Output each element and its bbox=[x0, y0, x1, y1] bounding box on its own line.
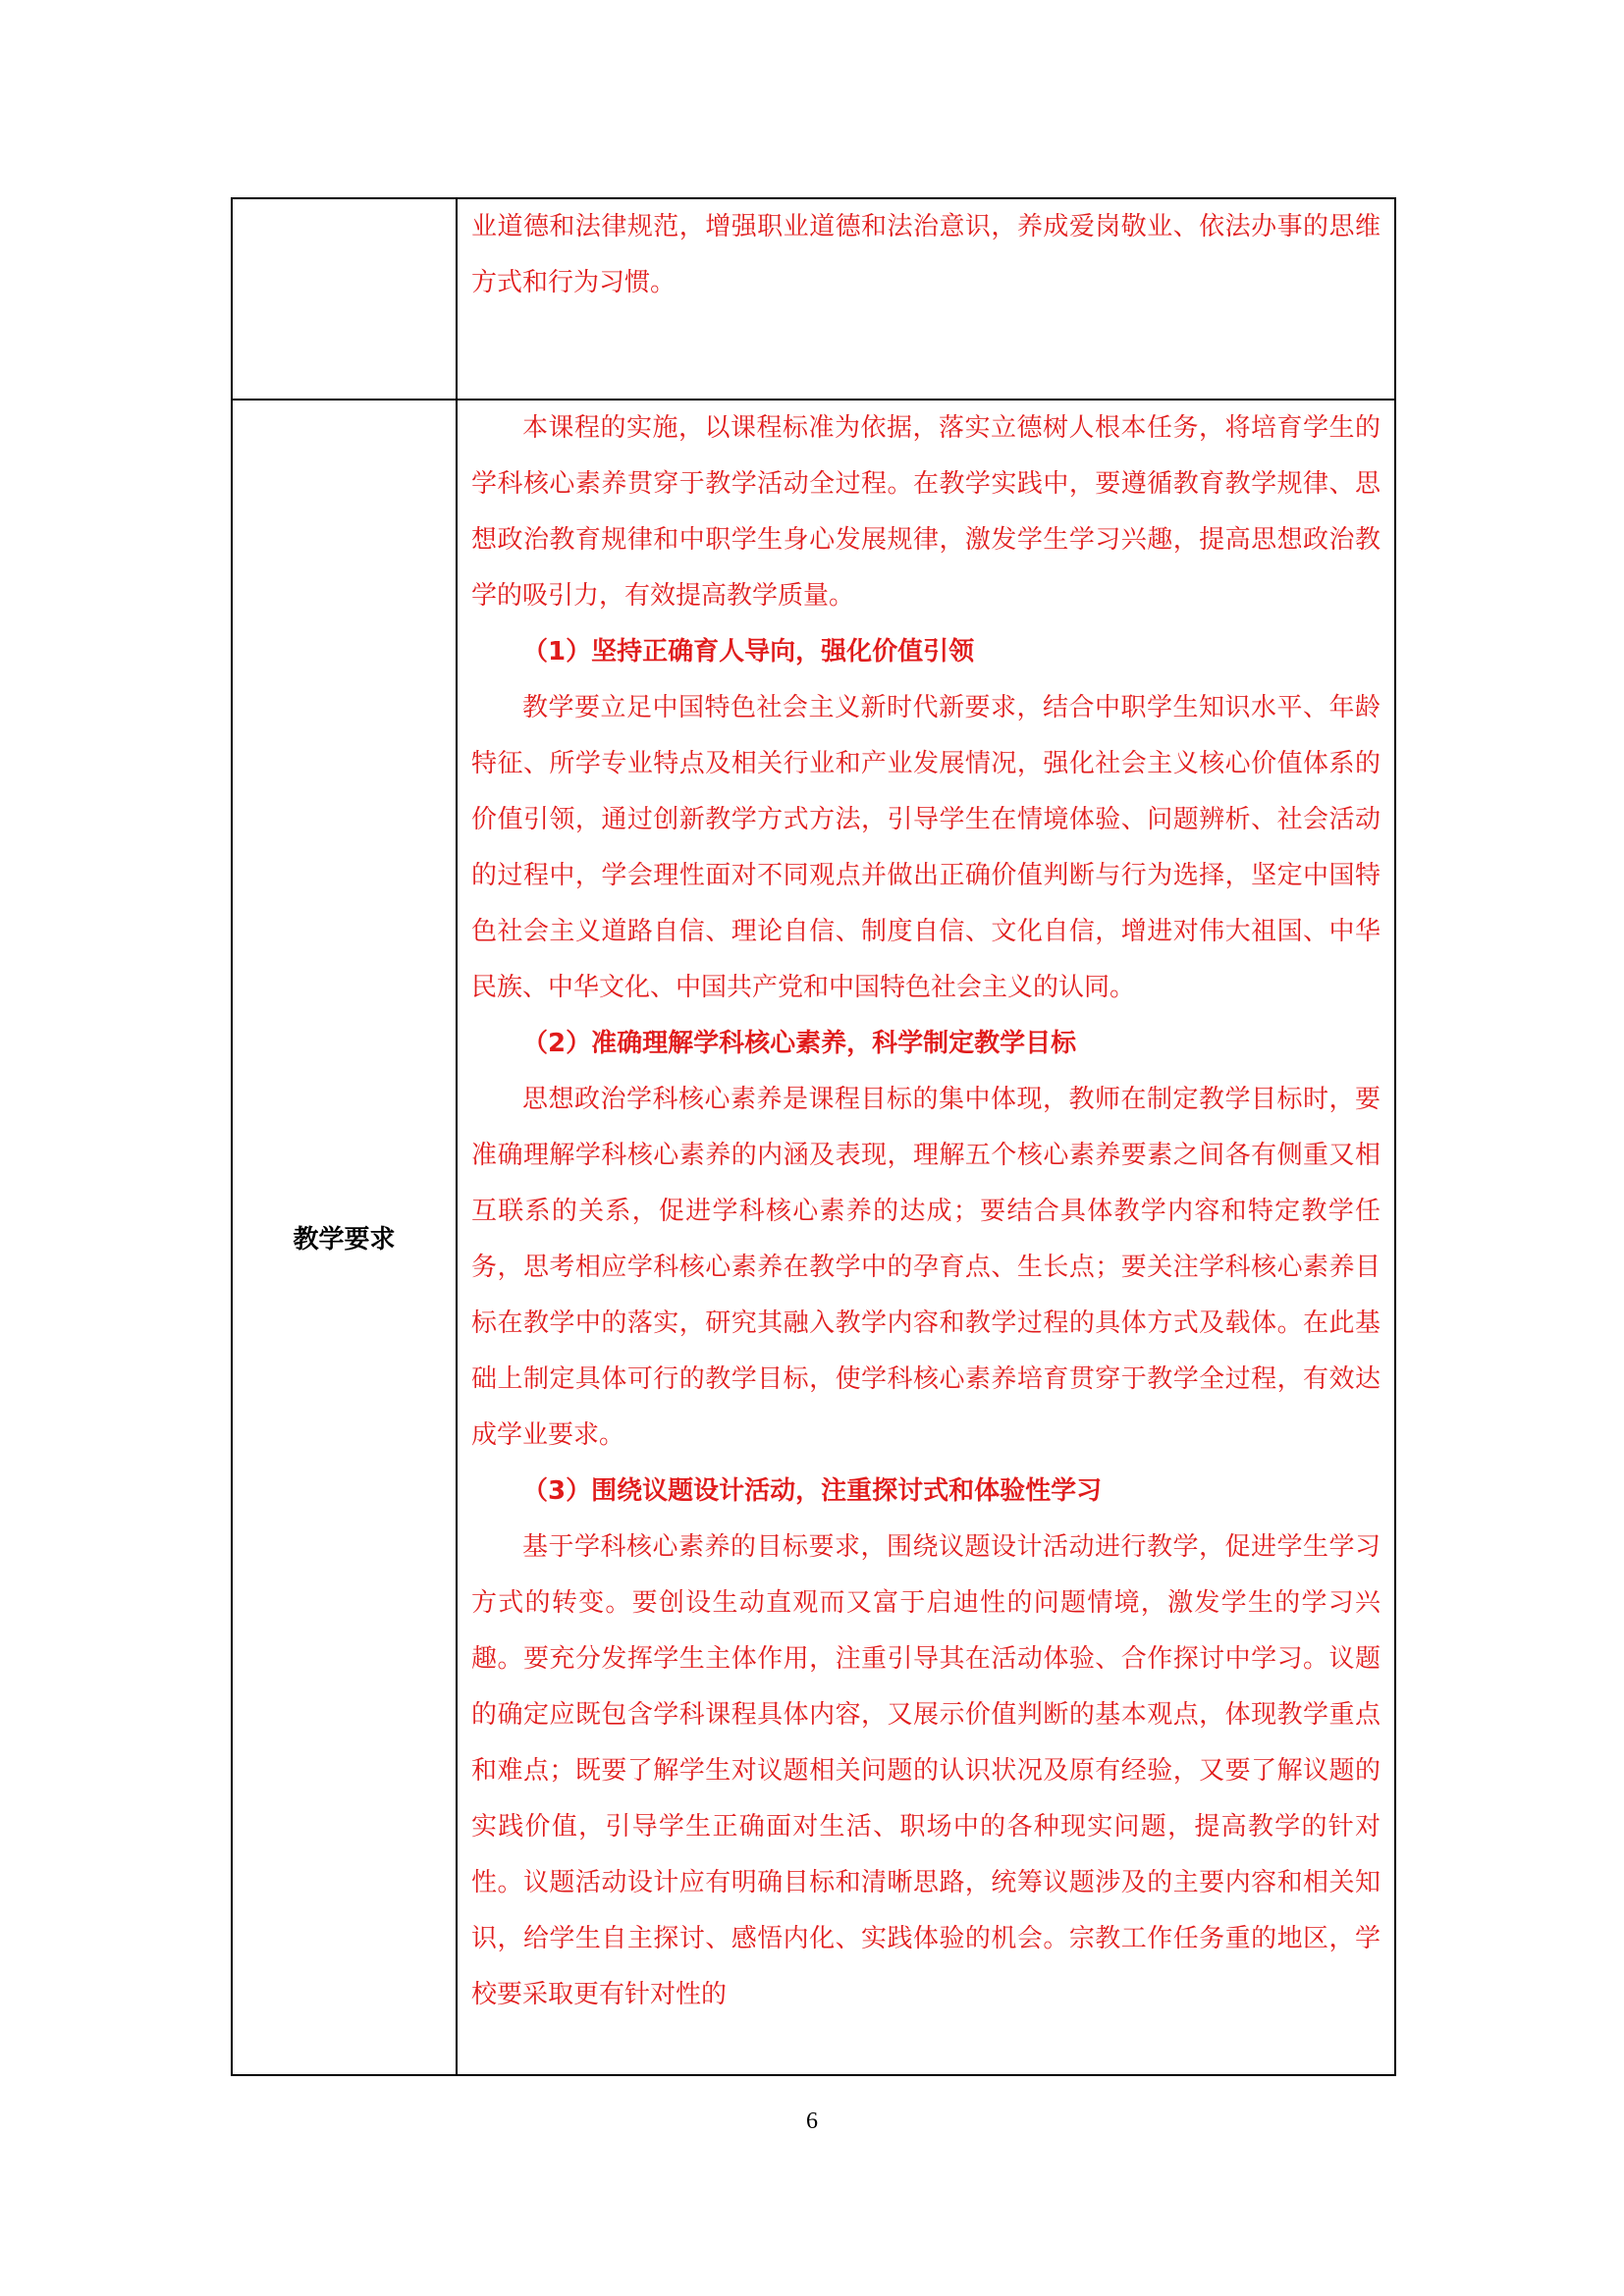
row-content bbox=[457, 400, 1395, 2075]
table-row bbox=[232, 198, 1395, 400]
table-row bbox=[232, 400, 1395, 2075]
section-heading-1: （1）坚持正确育人导向，强化价值引领 bbox=[522, 637, 975, 667]
continued-paragraph: 业道德和法律规范，增强职业道德和法治意识，养成爱岗敬业、依法办事的思维方式和行为习惯。 bbox=[471, 212, 1380, 297]
section-heading-2: （2）准确理解学科核心素养，科学制定教学目标 bbox=[522, 1029, 1077, 1058]
section-body-1: 教学要立足中国特色社会主义新时代新要求，结合中职学生知识水平、年龄特征、所学专业特点及相关行业和产业发展情况，强化社会主义核心价值体系的价值引领，通过创新教学方式方法，引导学生在情境体验、问题辨析、社会活动的过程中，学会理性面对不同观点并做出正确价值判断与行为选择，坚定中国特色社会主义道路自信、理论自信、制度自信、文化自信，增进对伟大祖国、中华民族、中华文化、中国共产党和中国特色社会主义的认同。 bbox=[471, 693, 1380, 1002]
section-body-2: 思想政治学科核心素养是课程目标的集中体现，教师在制定教学目标时，要准确理解学科核心素养的内涵及表现，理解五个核心素养要素之间各有侧重又相互联系的关系，促进学科核心素养的达成；要结合具体教学内容和特定教学任务，思考相应学科核心素养在教学中的孕育点、生长点；要关注学科核心素养目标在教学中的落实，研究其融入教学内容和教学过程的具体方式及载体。在此基础上制定具体可行的教学目标，使学科核心素养培育贯穿于教学全过程，有效达成学业要求。 bbox=[471, 1085, 1380, 1450]
curriculum-table bbox=[231, 197, 1396, 2076]
row-content bbox=[457, 198, 1395, 400]
intro-paragraph: 本课程的实施，以课程标准为依据，落实立德树人根本任务，将培育学生的学科核心素养贯穿于教学活动全过程。在教学实践中，要遵循教育教学规律、思想政治教育规律和中职学生身心发展规律，激发学生学习兴趣，提高思想政治教学的吸引力，有效提高教学质量。 bbox=[471, 413, 1380, 611]
row-label-teaching-requirements: 教学要求 bbox=[232, 400, 457, 2075]
section-heading-3: （3）围绕议题设计活动，注重探讨式和体验性学习 bbox=[522, 1476, 1103, 1506]
page-number: 6 bbox=[806, 2109, 818, 2134]
row-label-empty bbox=[232, 198, 457, 400]
section-body-3: 基于学科核心素养的目标要求，围绕议题设计活动进行教学，促进学生学习方式的转变。要创设生动直观而又富于启迪性的问题情境，激发学生的学习兴趣。要充分发挥学生主体作用，注重引导其在活动体验、合作探讨中学习。议题的确定应既包含学科课程具体内容，又展示价值判断的基本观点，体现教学重点和难点；既要了解学生对议题相关问题的认识状况及原有经验，又要了解议题的实践价值，引导学生正确面对生活、职场中的各种现实问题，提高教学的针对性。议题活动设计应有明确目标和清晰思路，统筹议题涉及的主要内容和相关知识，给学生自主探讨、感悟内化、实践体验的机会。宗教工作任务重的地区，学校要采取更有针对性的 bbox=[471, 1532, 1380, 2009]
